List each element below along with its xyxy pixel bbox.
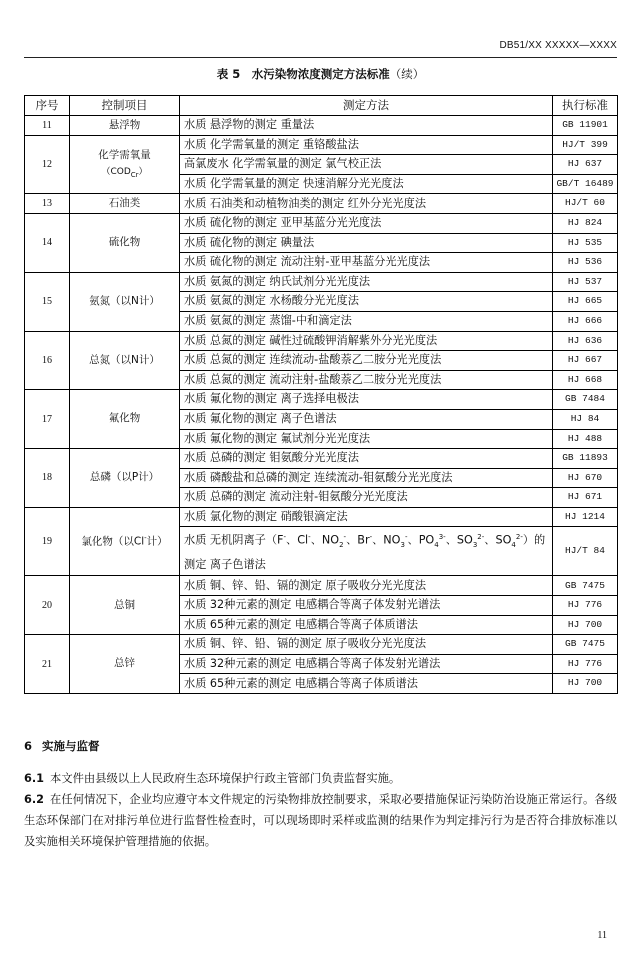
control-item — [70, 272, 180, 331]
method-cell: 水质 悬浮物的测定 重量法 — [180, 116, 553, 136]
control-item-tail: 计） — [146, 535, 168, 548]
method-cell: 水质 总氮的测定 连续流动-盐酸萘乙二胺分光光度法 — [180, 351, 553, 371]
standard-code: HJ 776 — [553, 596, 618, 616]
control-item — [70, 507, 180, 576]
ion-method-part: 4 — [434, 541, 439, 550]
standard-code: HJ 535 — [553, 233, 618, 253]
sub-suffix: ） — [138, 166, 148, 177]
row-number: 17 — [25, 390, 70, 449]
standard-code: HJ 670 — [553, 468, 618, 488]
ion-method-part: PO — [418, 534, 435, 548]
ion-method-part: SO — [495, 534, 512, 548]
table-row — [25, 116, 618, 136]
clause-text: 在任何情况下，企业均应遵守本文件规定的污染物排放控制要求，采取必要措施保证污染防治设施正常运行。各级生态环保部门在对排污单位进行监督性检查时，可以现场即时采样或监测的结果作为判定排污行为是否符合排放标准以及实施相关环境保护管理措施的依据。 — [24, 793, 617, 848]
ion-method-part: - — [369, 533, 373, 542]
standard-code: HJ 666 — [553, 311, 618, 331]
ion-method-part: 2 — [339, 541, 344, 550]
page-number: 11 — [597, 930, 607, 941]
standard-code: HJ/T 60 — [553, 194, 618, 214]
table-row — [25, 507, 618, 527]
method-cell: 高氯废水 化学需氧量的测定 氯气校正法 — [180, 155, 553, 175]
row-number: 15 — [25, 272, 70, 331]
table-row — [25, 331, 618, 351]
control-item-label: 悬浮物 — [108, 118, 141, 131]
method-cell: 水质 65种元素的测定 电感耦合等离子体质谱法 — [180, 615, 553, 635]
method-cell: 水质 氨氮的测定 水杨酸分光光度法 — [180, 292, 553, 312]
clause-number: 6.2 — [24, 793, 45, 806]
section-6-heading — [24, 738, 100, 754]
row-number: 12 — [25, 135, 70, 194]
ion-method-part: 3 — [472, 541, 478, 550]
col-header-method: 测定方法 — [180, 96, 553, 116]
table-row — [25, 194, 618, 214]
row-number: 13 — [25, 194, 70, 214]
table-row — [25, 449, 618, 469]
table-row — [25, 135, 618, 155]
control-item — [70, 576, 180, 635]
sub-prefix: （COD — [101, 166, 131, 177]
col-header-no: 序号 — [25, 96, 70, 116]
standard-code: HJ/T 399 — [553, 135, 618, 155]
ion-method-part: 、 — [286, 534, 298, 548]
ion-method-part: 、 — [310, 534, 322, 548]
method-cell: 水质 65种元素的测定 电感耦合等离子体质谱法 — [180, 674, 553, 694]
standard-code: HJ 1214 — [553, 507, 618, 527]
ion-method-part: - — [404, 533, 408, 542]
ion-method-part: 、 — [407, 534, 419, 548]
standard-code: GB 7475 — [553, 635, 618, 655]
method-cell: 水质 化学需氧量的测定 快速消解分光光度法 — [180, 174, 553, 194]
control-item-label: 氟化物 — [108, 412, 141, 425]
section-title: 实施与监督 — [42, 739, 100, 753]
table-title — [0, 66, 641, 82]
method-cell: 水质 32种元素的测定 电感耦合等离子体发射光谱法 — [180, 596, 553, 616]
row-number: 21 — [25, 635, 70, 694]
standard-code: HJ 665 — [553, 292, 618, 312]
clause-6-2 — [24, 789, 617, 852]
control-item-sub — [74, 168, 175, 179]
method-cell: 水质 石油类和动植物油类的测定 红外分光光度法 — [180, 194, 553, 214]
method-cell: 水质 氨氮的测定 纳氏试剂分光光度法 — [180, 272, 553, 292]
control-item-label: 氯化物（以Cl — [81, 535, 145, 548]
standard-code: HJ 84 — [553, 409, 618, 429]
ion-method-part: 3- — [438, 533, 446, 542]
control-item — [70, 213, 180, 272]
control-item-label: 总磷（以P计） — [89, 471, 160, 484]
clause-6-1 — [24, 768, 617, 789]
control-item — [70, 194, 180, 214]
control-item — [70, 449, 180, 508]
standard-code: HJ 700 — [553, 615, 618, 635]
standard-code: GB 7475 — [553, 576, 618, 596]
standard-code: GB 7484 — [553, 390, 618, 410]
standard-code: HJ 667 — [553, 351, 618, 371]
method-cell: 水质 氟化物的测定 离子色谱法 — [180, 409, 553, 429]
ion-method-part: 2- — [477, 533, 485, 542]
control-item — [70, 116, 180, 136]
control-item-label: 氨氮（以N计） — [89, 294, 160, 307]
method-cell — [180, 527, 553, 576]
table-row — [25, 576, 618, 596]
control-item — [70, 390, 180, 449]
control-item-label: 总锌 — [114, 657, 135, 670]
row-number: 11 — [25, 116, 70, 136]
control-item — [70, 135, 180, 194]
sub-subscript: Cr — [130, 170, 139, 179]
section-number: 6 — [24, 739, 33, 753]
ion-method-part: 、 — [346, 534, 358, 548]
ion-method-part: 2- — [515, 533, 523, 542]
table-row — [25, 390, 618, 410]
table-title-suffix: （续） — [389, 67, 425, 81]
method-cell: 水质 总磷的测定 钼氨酸分光光度法 — [180, 449, 553, 469]
method-cell: 水质 总氮的测定 流动注射-盐酸萘乙二胺分光光度法 — [180, 370, 553, 390]
row-number: 16 — [25, 331, 70, 390]
row-number: 14 — [25, 213, 70, 272]
control-item-label: 石油类 — [108, 196, 141, 209]
method-cell: 水质 铜、锌、铅、镉的测定 原子吸收分光光度法 — [180, 635, 553, 655]
ion-method-part: Br — [357, 534, 370, 548]
method-cell: 水质 总氮的测定 碱性过硫酸钾消解紫外分光光度法 — [180, 331, 553, 351]
ion-method-part: NO — [383, 534, 401, 548]
ion-method-part: - — [283, 533, 287, 542]
ion-method-part: 、 — [445, 534, 457, 548]
document-id: DB51/XX XXXXX—XXXX — [499, 40, 617, 51]
control-item-label: 总氮（以N计） — [89, 353, 160, 366]
row-number: 19 — [25, 507, 70, 576]
ion-method-part: 水质 无机阴离子（F — [184, 534, 284, 548]
table-row — [25, 635, 618, 655]
ion-method-part: 、 — [372, 534, 384, 548]
ion-method-part: - — [308, 533, 311, 542]
method-cell: 水质 32种元素的测定 电感耦合等离子体发射光谱法 — [180, 654, 553, 674]
standard-code: HJ/T 84 — [553, 527, 618, 576]
method-cell: 水质 铜、锌、铅、镉的测定 原子吸收分光光度法 — [180, 576, 553, 596]
method-cell: 水质 化学需氧量的测定 重铬酸盐法 — [180, 135, 553, 155]
ion-method-part: ）的测定 离子色谱法 — [184, 534, 546, 572]
method-cell: 水质 磷酸盐和总磷的测定 连续流动-钼氨酸分光光度法 — [180, 468, 553, 488]
table-title-text: 表 5 水污染物浓度测定方法标准 — [216, 67, 390, 81]
table-row — [25, 272, 618, 292]
row-number: 18 — [25, 449, 70, 508]
standard-code: HJ 824 — [553, 213, 618, 233]
method-cell: 水质 总磷的测定 流动注射-钼氨酸分光光度法 — [180, 488, 553, 508]
method-cell: 水质 氟化物的测定 离子选择电极法 — [180, 390, 553, 410]
ion-method-part: - — [343, 533, 347, 542]
method-cell: 水质 氯化物的测定 硝酸银滴定法 — [180, 507, 553, 527]
col-header-standard: 执行标准 — [553, 96, 618, 116]
control-item — [70, 331, 180, 390]
standard-code: HJ 636 — [553, 331, 618, 351]
standard-code: HJ 488 — [553, 429, 618, 449]
control-item-label: 化学需氧量 — [98, 148, 151, 161]
ion-method-part: NO — [321, 534, 340, 548]
ion-method-part: Cl — [297, 534, 309, 548]
method-cell: 水质 硫化物的测定 流动注射-亚甲基蓝分光光度法 — [180, 253, 553, 273]
method-cell: 水质 氨氮的测定 蒸馏-中和滴定法 — [180, 311, 553, 331]
col-header-item: 控制项目 — [70, 96, 180, 116]
control-item-label: 总铜 — [114, 598, 135, 611]
ion-method-part: 4 — [511, 541, 516, 550]
ion-method-part: 、 — [484, 534, 496, 548]
measurement-method-table — [24, 95, 618, 694]
standard-code: HJ 776 — [553, 654, 618, 674]
standard-code: HJ 537 — [553, 272, 618, 292]
table-header-row — [25, 96, 618, 116]
standard-code: HJ 668 — [553, 370, 618, 390]
control-item — [70, 635, 180, 694]
method-cell: 水质 硫化物的测定 亚甲基蓝分光光度法 — [180, 213, 553, 233]
control-item-label: 硫化物 — [108, 236, 141, 249]
standard-code: HJ 536 — [553, 253, 618, 273]
method-cell: 水质 硫化物的测定 碘量法 — [180, 233, 553, 253]
standard-code: HJ 700 — [553, 674, 618, 694]
ion-method-part: SO — [456, 534, 473, 548]
method-cell: 水质 氟化物的测定 氟试剂分光光度法 — [180, 429, 553, 449]
clause-number: 6.1 — [24, 772, 45, 785]
header-rule — [24, 57, 617, 58]
clause-text: 本文件由县级以上人民政府生态环境保护行政主管部门负责监督实施。 — [50, 772, 401, 785]
standard-code: GB 11901 — [553, 116, 618, 136]
standard-code: GB 11893 — [553, 449, 618, 469]
ion-method-part: 3 — [400, 541, 405, 550]
standard-code: HJ 671 — [553, 488, 618, 508]
standard-code: GB/T 16489 — [553, 174, 618, 194]
standard-code: HJ 637 — [553, 155, 618, 175]
row-number: 20 — [25, 576, 70, 635]
table-row — [25, 213, 618, 233]
ion-charge: - — [144, 534, 147, 543]
